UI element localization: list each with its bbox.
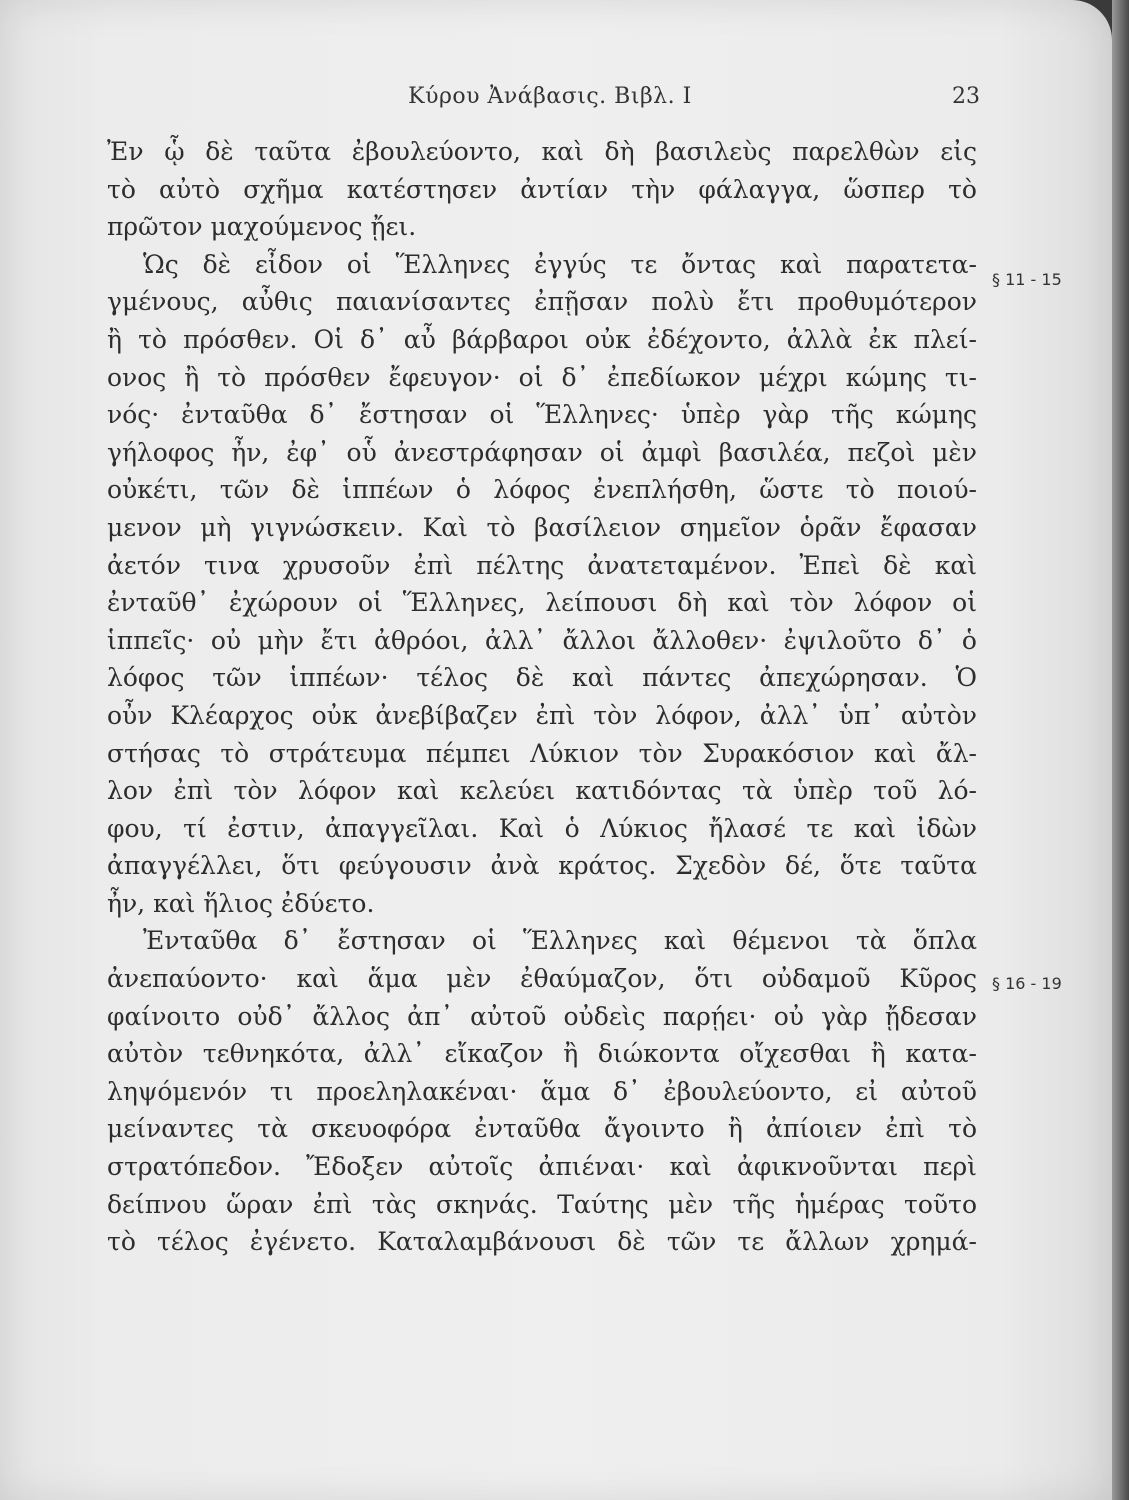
book-edge bbox=[1112, 0, 1129, 1500]
text-line: ἦν, καὶ ἥλιος ἐδύετο. bbox=[107, 888, 375, 918]
text-line: γμένους, αὖθις παιανίσαντες ἐπῇσαν πολὺ ἔτι προθυμότερον bbox=[107, 287, 977, 317]
text-line: Ἐν ᾧ δὲ ταῦτα ἐβουλεύοντο, καὶ δὴ βασιλεὺς παρελθὼν εἰς bbox=[107, 137, 977, 166]
text-line: ἀνεπαύοντο· καὶ ἅμα μὲν ἐθαύμαζον, ὅτι οὐδαμοῦ Κῦρος bbox=[107, 964, 977, 994]
text-line: τὸ τέλος ἐγένετο. Καταλαμβάνουσι δὲ τῶν τε ἄλλων χρημά- bbox=[107, 1227, 977, 1257]
text-line: στρατόπεδον. Ἔδοξεν αὐτοῖς ἀπιέναι· καὶ ἀφικνοῦνται περὶ bbox=[107, 1152, 977, 1182]
text-line: δείπνου ὥραν ἐπὶ τὰς σκηνάς. Ταύτης μὲν τῆς ἡμέρας τοῦτο bbox=[107, 1189, 977, 1219]
text-line: λόφος τῶν ἱππέων· τέλος δὲ καὶ πάντες ἀπεχώρησαν. Ὁ bbox=[107, 663, 977, 693]
text-line: φαίνοιτο οὐδ᾽ ἄλλος ἀπ᾽ αὐτοῦ οὐδεὶς παρῄει· οὐ γὰρ ᾔδεσαν bbox=[107, 1001, 977, 1031]
text-line: πρῶτον μαχούμενος ᾔει. bbox=[107, 212, 417, 242]
text-line: ἀπαγγέλλει, ὅτι φεύγουσιν ἀνὰ κράτος. Σχεδὸν δέ, ὅτε ταῦτα bbox=[107, 851, 977, 881]
text-line: ἐνταῦθ᾽ ἐχώρουν οἱ Ἕλληνες, λείπουσι δὴ καὶ τὸν λόφον οἱ bbox=[107, 588, 977, 618]
text-line: λον ἐπὶ τὸν λόφον καὶ κελεύει κατιδόντας τὰ ὑπὲρ τοῦ λό- bbox=[107, 776, 977, 806]
margin-section-note: § 16 - 19 bbox=[992, 974, 1062, 993]
running-title: Κύρου Ἀνάβασις. Βιβλ. Ι bbox=[408, 84, 692, 109]
text-line: αὐτὸν τεθνηκότα, ἀλλ᾽ εἴκαζον ἢ διώκοντα οἴχεσθαι ἢ κατα- bbox=[107, 1039, 977, 1069]
text-line: οὖν Κλέαρχος οὐκ ἀνεβίβαζεν ἐπὶ τὸν λόφον, ἀλλ᾽ ὑπ᾽ αὐτὸν bbox=[107, 700, 977, 730]
text-line: ἢ τὸ πρόσθεν. Οἱ δ᾽ αὖ βάρβαροι οὐκ ἐδέχοντο, ἀλλὰ ἐκ πλεί- bbox=[107, 324, 977, 354]
text-line: στήσας τὸ στράτευμα πέμπει Λύκιον τὸν Συρακόσιον καὶ ἄλ- bbox=[107, 738, 977, 768]
text-line: ἱππεῖς· οὐ μὴν ἔτι ἀθρόοι, ἀλλ᾽ ἄλλοι ἄλλοθεν· ἐψιλοῦτο δ᾽ ὁ bbox=[107, 625, 977, 655]
text-line: ληψόμενόν τι προεληλακέναι· ἅμα δ᾽ ἐβουλεύοντο, εἰ αὐτοῦ bbox=[107, 1076, 977, 1106]
text-line: νός· ἐνταῦθα δ᾽ ἔστησαν οἱ Ἕλληνες· ὑπὲρ γὰρ τῆς κώμης bbox=[107, 400, 977, 430]
text-line: Ἐνταῦθα δ᾽ ἔστησαν οἱ Ἕλληνες καὶ θέμενοι τὰ ὅπλα bbox=[143, 926, 977, 956]
text-line: γήλοφος ἦν, ἐφ᾽ οὗ ἀνεστράφησαν οἱ ἀμφὶ βασιλέα, πεζοὶ μὲν bbox=[107, 437, 977, 467]
text-line: μενον μὴ γιγνώσκειν. Καὶ τὸ βασίλειον σημεῖον ὁρᾶν ἔφασαν bbox=[107, 512, 977, 542]
body-text bbox=[107, 133, 977, 1261]
text-line: τὸ αὐτὸ σχῆμα κατέστησεν ἀντίαν τὴν φάλαγγα, ὥσπερ τὸ bbox=[107, 174, 977, 204]
text-line: οὐκέτι, τῶν δὲ ἱππέων ὁ λόφος ἐνεπλήσθη, ὥστε τὸ ποιού- bbox=[107, 475, 977, 505]
text-line: ἀετόν τινα χρυσοῦν ἐπὶ πέλτης ἀνατεταμένον. Ἐπεὶ δὲ καὶ bbox=[107, 550, 977, 580]
text-line: ονος ἢ τὸ πρόσθεν ἔφευγον· οἱ δ᾽ ἐπεδίωκον μέχρι κώμης τι- bbox=[107, 362, 977, 392]
margin-section-note: § 11 - 15 bbox=[992, 270, 1062, 289]
page-header bbox=[0, 84, 1112, 118]
page-number: 23 bbox=[952, 84, 980, 109]
text-line: Ὡς δὲ εἶδον οἱ Ἕλληνες ἐγγύς τε ὄντας καὶ παρατετα- bbox=[143, 249, 977, 279]
text-line: μείναντες τὰ σκευοφόρα ἐνταῦθα ἄγοιντο ἢ ἀπίοιεν ἐπὶ τὸ bbox=[107, 1114, 977, 1144]
text-line: φου, τί ἐστιν, ἀπαγγεῖλαι. Καὶ ὁ Λύκιος ἤλασέ τε καὶ ἰδὼν bbox=[107, 813, 977, 843]
